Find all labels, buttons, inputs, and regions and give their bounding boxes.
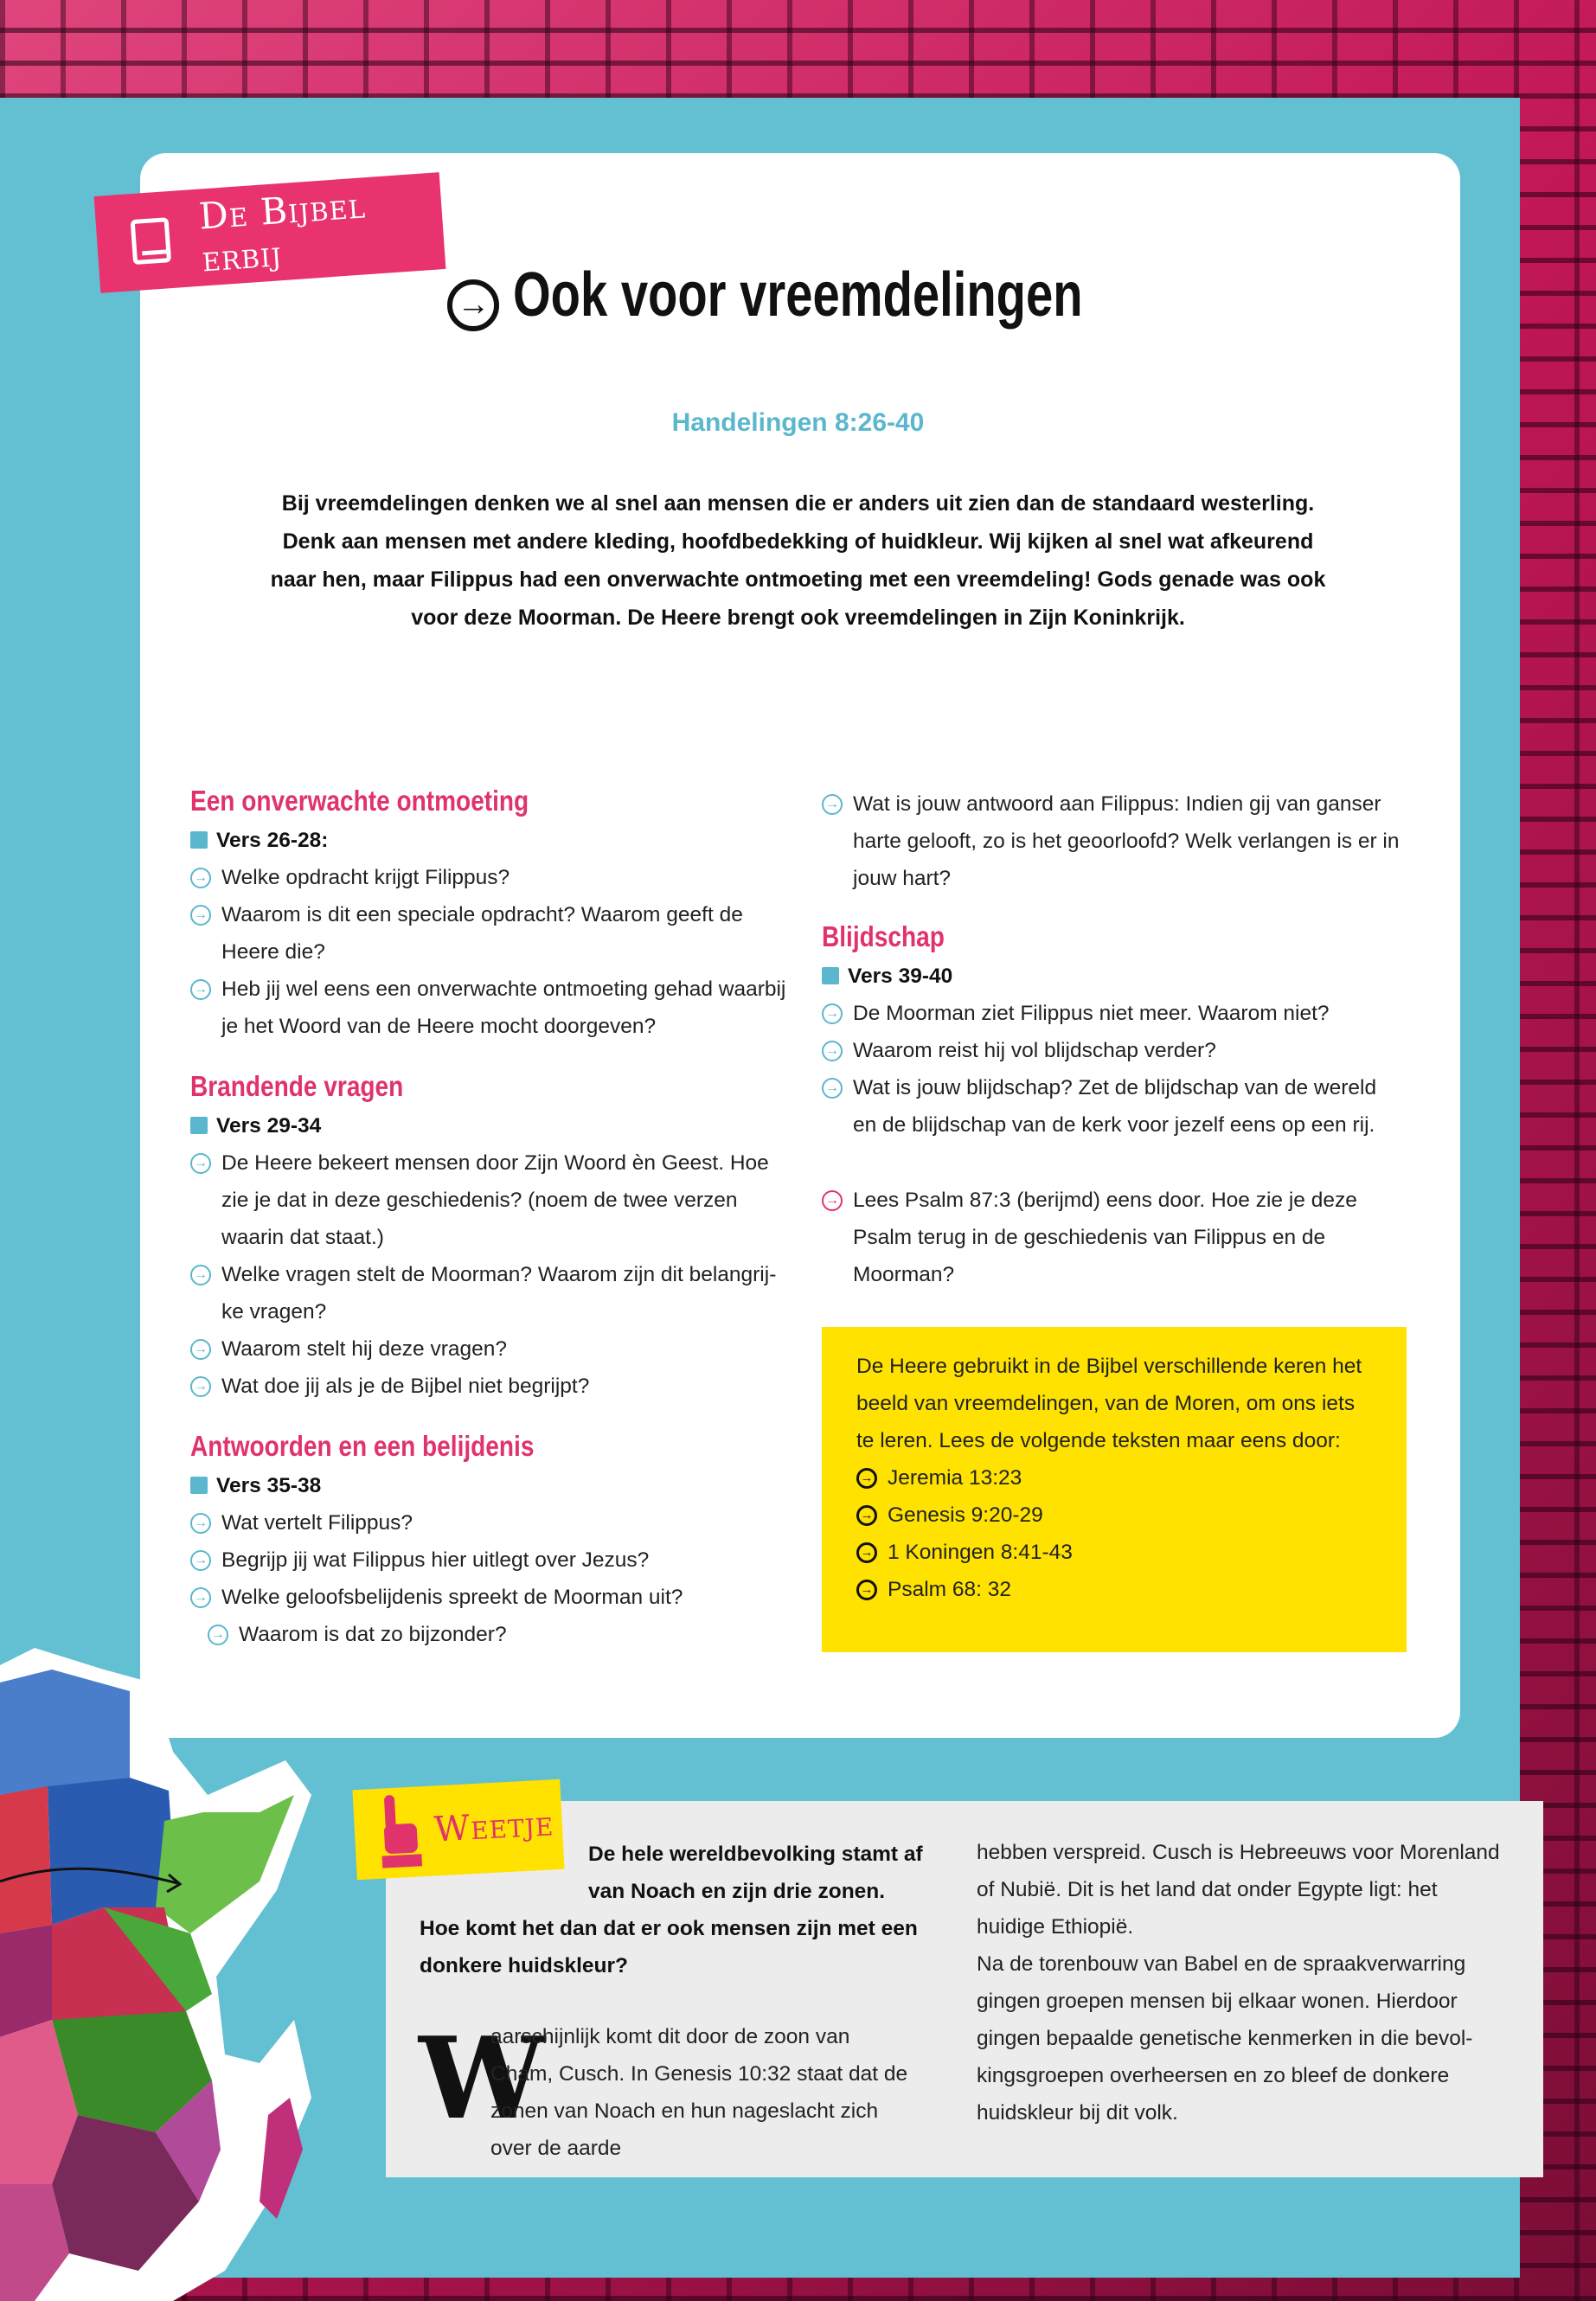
arrow-circle-icon: → xyxy=(190,1376,211,1397)
bible-reference: Handelingen 8:26-40 xyxy=(671,408,925,437)
weetje-label: Weetje xyxy=(433,1804,555,1850)
book-icon xyxy=(131,217,171,265)
arrow-circle-icon: → xyxy=(190,1587,211,1608)
arrow-circle-icon: → xyxy=(822,1190,843,1211)
reference-item: → Jeremia 13:23 xyxy=(856,1459,1372,1497)
question-item: → Wat doe jij als je de Bijbel niet begrijpt? xyxy=(190,1368,787,1405)
arrow-circle-icon: → xyxy=(822,1041,843,1061)
verse-label: Vers 35-38 xyxy=(190,1467,787,1504)
question-item: → Heb jij wel eens een onverwachte ontmoeting gehad waarbij je het Woord van de Heere mocht doorgeven? xyxy=(190,971,787,1045)
arrow-circle-icon: → xyxy=(856,1580,877,1600)
reference-box xyxy=(822,1327,1407,1652)
arrow-circle-icon: → xyxy=(822,1003,843,1024)
arrow-circle-icon: → xyxy=(208,1625,228,1645)
question-item: → Waarom reist hij vol blijdschap verder? xyxy=(822,1032,1401,1069)
psalm-question: → Lees Psalm 87:3 (berijmd) eens door. Hoe zie je deze Psalm terug in de geschiedenis van Filippus en de Moorman? xyxy=(822,1182,1401,1293)
page-title: → Ook voor vreemdelingen xyxy=(0,260,1596,338)
arrow-circle-icon: → xyxy=(822,1078,843,1099)
reference-box-text: De Heere gebruikt in de Bijbel verschillende keren het beeld van vreemdelingen, van de Moren, om ons iets te leren. Lees de volgende teksten maar eens door: xyxy=(856,1355,1362,1452)
question-item: → De Heere bekeert mensen door Zijn Woord èn Geest. Hoe zie je dat in deze geschiedenis? (noem de twee verzen waarin dat staat.) xyxy=(190,1144,787,1256)
verse-label: Vers 39-40 xyxy=(822,958,1401,995)
africa-map-illustration xyxy=(0,1648,329,2301)
left-column xyxy=(190,780,787,1653)
question-item: → Welke opdracht krijgt Filippus? xyxy=(190,859,787,896)
arrow-circle-icon: → xyxy=(822,794,843,815)
weetje-tag xyxy=(352,1779,564,1880)
arrow-circle-icon: → xyxy=(190,868,211,888)
section-heading: Antwoorden en een belijdenis xyxy=(190,1430,535,1462)
verse-label: Vers 26-28: xyxy=(190,822,787,859)
question-item: → Welke vragen stelt de Moorman? Waarom zijn dit belangrij-ke vragen? xyxy=(190,1256,787,1330)
verse-label: Vers 29-34 xyxy=(190,1107,787,1144)
reference-item: → Genesis 9:20-29 xyxy=(856,1497,1372,1534)
arrow-circle-icon: → xyxy=(190,1550,211,1571)
arrow-circle-icon: → xyxy=(190,979,211,1000)
section-heading: Een onverwachte ontmoeting xyxy=(190,785,529,817)
book-icon xyxy=(190,1117,208,1134)
ribbon-label: De Bijbel erbij xyxy=(197,183,368,280)
arrow-circle-icon: → xyxy=(190,1339,211,1360)
weetje-bold-intro: De hele wereldbevolking stamt af van Noach en zijn drie zonen. xyxy=(588,1843,923,1903)
pointing-hand-icon xyxy=(379,1793,423,1871)
question-item: → Wat is jouw antwoord aan Filippus: Indien gij van ganser harte gelooft, zo is het geoorloofd? Welk verlangen is er in jouw hart? xyxy=(822,785,1401,897)
question-item: → De Moorman ziet Filippus niet meer. Waarom niet? xyxy=(822,995,1401,1032)
arrow-circle-icon: → xyxy=(856,1468,877,1489)
arrow-circle-icon: → xyxy=(190,1265,211,1285)
arrow-circle-icon: → xyxy=(447,279,499,331)
weetje-left-text: aarschijnlijk komt dit door de zoon van Cham, Cusch. In Genesis 10:32 staat dat de zonen van Noach en hun nageslacht zich over de aarde xyxy=(490,2025,908,2160)
section-heading: Blijdschap xyxy=(822,920,945,952)
question-item: → Welke geloofsbelijdenis spreekt de Moorman uit? xyxy=(190,1579,787,1616)
section-heading: Brandende vragen xyxy=(190,1070,404,1102)
drop-cap: W xyxy=(419,2012,545,2144)
arrow-circle-icon: → xyxy=(856,1542,877,1563)
reference-item: → Psalm 68: 32 xyxy=(856,1571,1372,1608)
question-item: → Begrijp jij wat Filippus hier uitlegt over Jezus? xyxy=(190,1541,787,1579)
question-item: → Waarom stelt hij deze vragen? xyxy=(190,1330,787,1368)
book-icon xyxy=(190,831,208,849)
intro-paragraph: Bij vreemdelingen denken we al snel aan mensen die er anders uit zien dan de standaard westerling. Denk aan mensen met andere kleding, hoofdbedekking of huidkleur. Wij kijken al snel wat afkeurend naar hen, maar Filippus had een onverwachte ontmoeting met een vreemdeling! Gods genade was ook voor deze Moorman. De Heere brengt ook vreemdelingen in Zijn Koninkrijk. xyxy=(270,491,1326,630)
arrow-circle-icon: → xyxy=(190,905,211,926)
question-item: → Wat vertelt Filippus? xyxy=(190,1504,787,1541)
weetje-bold-question: Hoe komt het dan dat er ook mensen zijn met een donkere huidskleur? xyxy=(420,1917,918,1977)
arrow-circle-icon: → xyxy=(190,1513,211,1534)
weetje-right-text: hebben verspreid. Cusch is Hebreeuws voor Morenland of Nubië. Dit is het land dat onder Egypte ligt: het huidige Ethiopië. Na de torenbouw van Babel en de spraakverwarring gingen groepen mensen bij elkaar wonen. Hierdoor gingen bepaalde genetische kenmerken in die bevol-kingsgroepen overheersen en zo bleef de donkere huidskleur bij dit volk. xyxy=(977,1841,1500,2125)
arrow-circle-icon: → xyxy=(190,1153,211,1174)
right-column xyxy=(822,785,1401,1293)
question-item: → Waarom is dit een speciale opdracht? Waarom geeft de Heere die? xyxy=(190,896,787,971)
arrow-circle-icon: → xyxy=(856,1505,877,1526)
book-icon xyxy=(822,967,839,984)
question-item: → Waarom is dat zo bijzonder? xyxy=(190,1616,787,1653)
book-icon xyxy=(190,1477,208,1494)
question-item: → Wat is jouw blijdschap? Zet de blijdschap van de wereld en de blijdschap van de kerk voor jezelf eens op een rij. xyxy=(822,1069,1401,1144)
reference-item: → 1 Koningen 8:41-43 xyxy=(856,1534,1372,1571)
